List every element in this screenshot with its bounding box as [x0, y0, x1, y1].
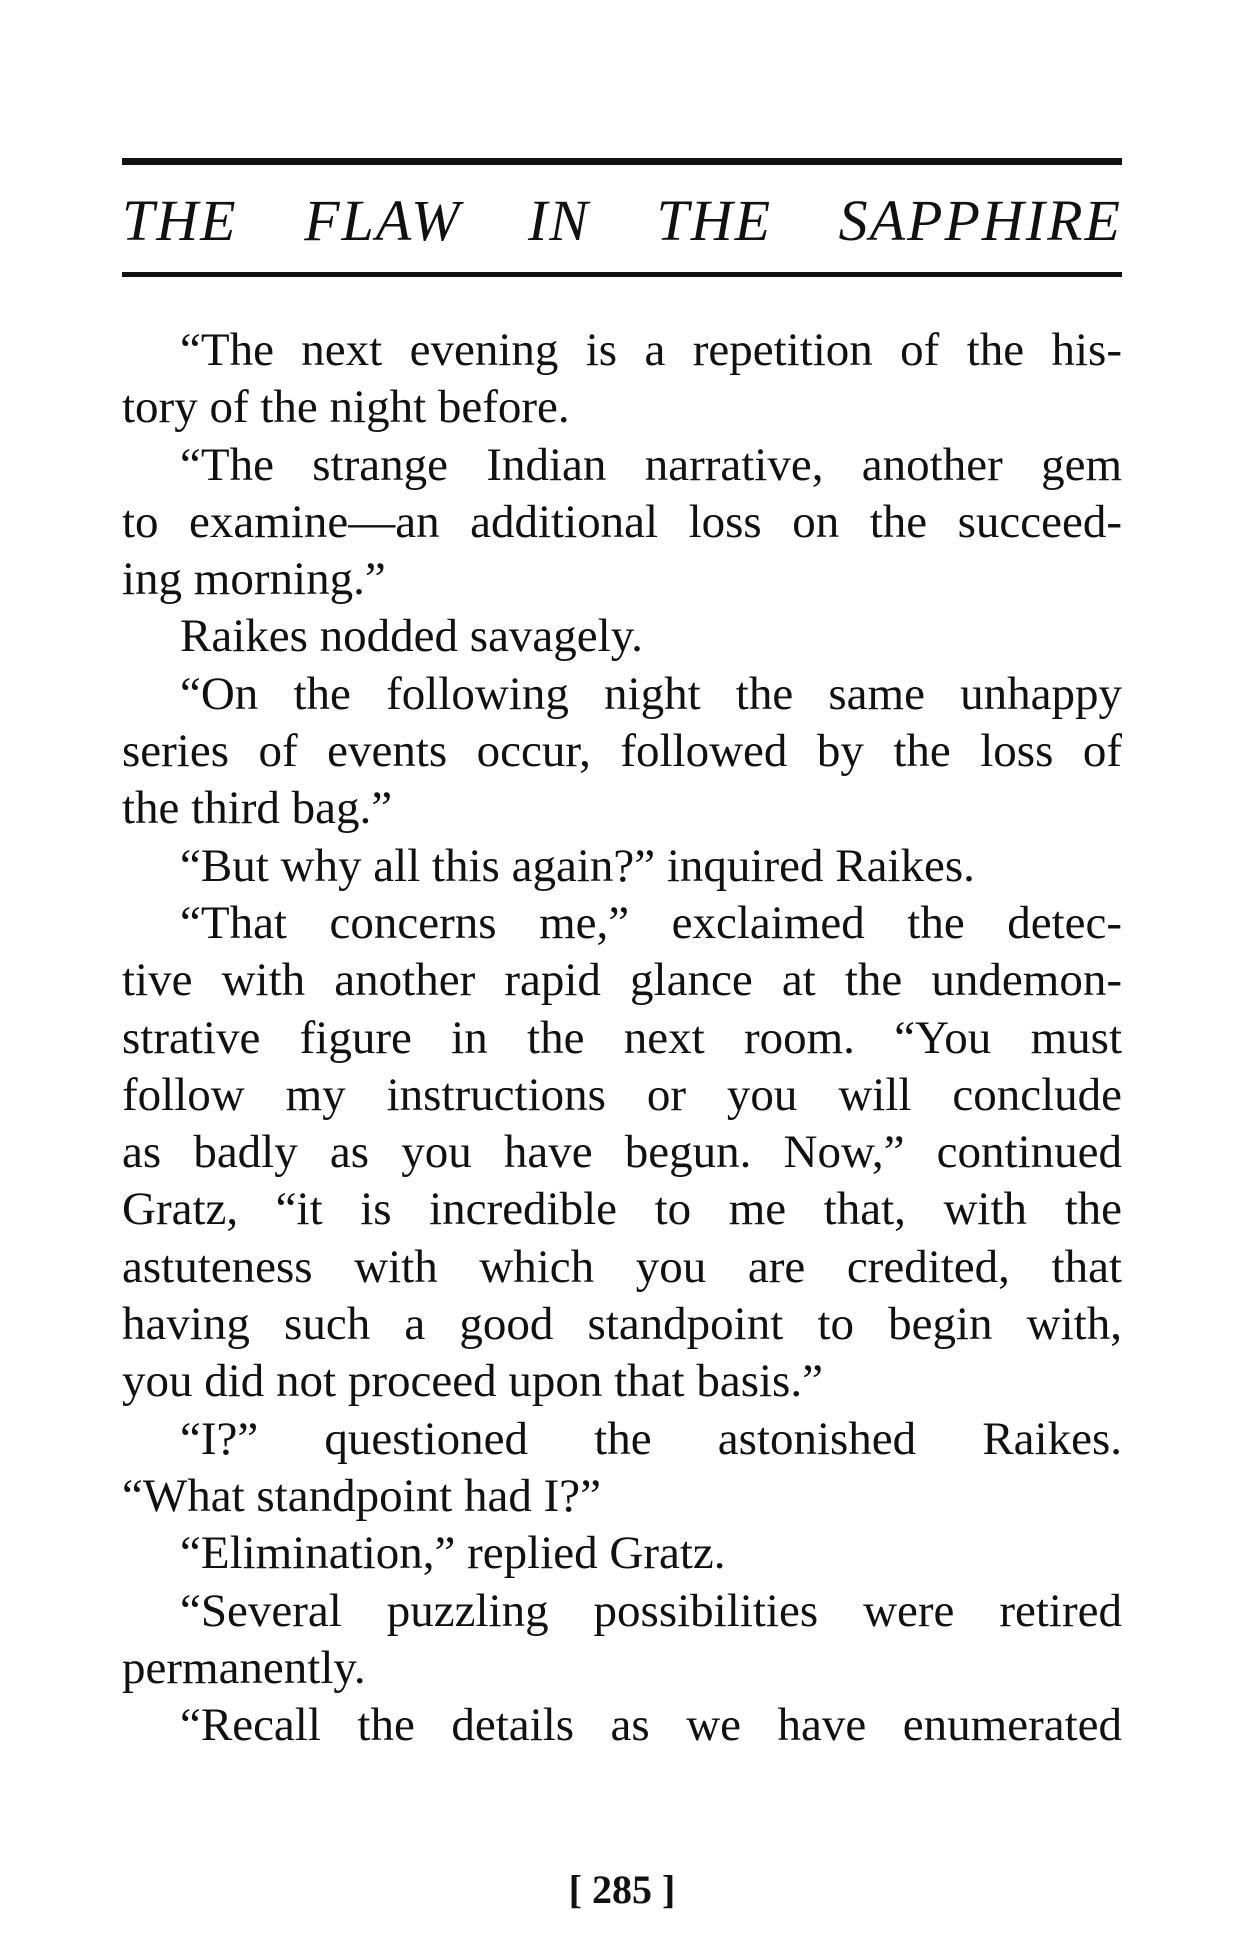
body-text [122, 322, 1122, 1754]
running-head-word: THE [656, 188, 773, 253]
text-line: permanently. [122, 1641, 366, 1694]
page-number: [ 285 ] [568, 1867, 676, 1912]
text-line: “Recall the details as we have enumerated [180, 1699, 1122, 1752]
text-line: tory of the night before. [122, 381, 570, 434]
text-line: “The next evening is a repetition of the his- [180, 324, 1122, 376]
header-rule-top [122, 158, 1122, 165]
text-line: series of events occur, followed by the loss of [122, 725, 1122, 778]
text-line: Gratz, “it is incredible to me that, with the [122, 1183, 1122, 1236]
text-line: “The strange Indian narrative, another gem [180, 438, 1122, 491]
text-line: “On the following night the same unhappy [180, 667, 1122, 720]
text-line: “Several puzzling possibilities were retired [180, 1584, 1122, 1637]
text-line: strative figure in the next room. “You must [122, 1011, 1122, 1064]
running-head-word: THE [122, 188, 238, 253]
text-line: as badly as you have begun. Now,” continued [122, 1126, 1122, 1179]
running-head-word: IN [527, 188, 590, 253]
running-head-word: FLAW [304, 188, 462, 253]
text-line: Raikes nodded savagely. [180, 610, 643, 663]
text-line: you did not proceed upon that basis.” [122, 1355, 823, 1408]
text-line: “What standpoint had I?” [122, 1469, 601, 1522]
text-line: astuteness with which you are credited, that [122, 1240, 1122, 1293]
text-line: “That concerns me,” exclaimed the detec- [180, 896, 1122, 949]
text-line: tive with another rapid glance at the undemon- [122, 954, 1122, 1007]
text-line: “I?” questioned the astonished Raikes. [180, 1412, 1122, 1465]
text-line: to examine—an additional loss on the succeed- [122, 495, 1122, 548]
text-line: “Elimination,” replied Gratz. [180, 1527, 726, 1580]
text-line: follow my instructions or you will conclude [122, 1068, 1122, 1121]
text-line: having such a good standpoint to begin with, [122, 1298, 1122, 1351]
book-page [122, 0, 1122, 1943]
text-line: “But why all this again?” inquired Raikes. [180, 839, 975, 892]
text-line: the third bag.” [122, 782, 393, 835]
header-rule-bottom [122, 272, 1122, 277]
running-head-word: SAPPHIRE [838, 188, 1122, 253]
text-line: ing morning.” [122, 553, 386, 606]
running-head [122, 186, 1122, 256]
